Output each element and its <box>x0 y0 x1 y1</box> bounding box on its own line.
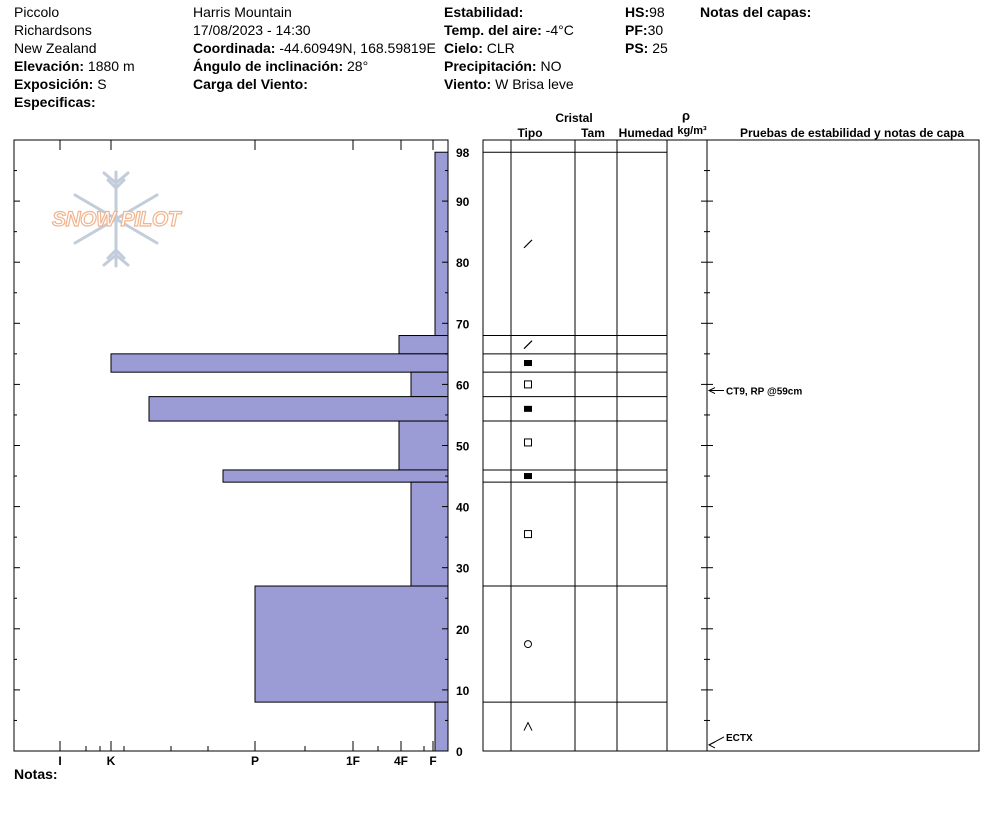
height-label-98: 98 <box>456 146 470 161</box>
crystal-table-frame <box>483 140 979 751</box>
hardness-bar-4 <box>149 397 448 421</box>
crystal-surface-hoar-solid-4 <box>524 406 532 412</box>
col-tests-header: Pruebas de estabilidad y notas de capa <box>739 126 965 140</box>
stability-tests <box>709 387 802 748</box>
height-label-60: 60 <box>456 378 470 393</box>
test-label-1: ECTX <box>726 732 753 744</box>
elevation-field: Elevación: 1880 m <box>14 58 135 74</box>
col-crystal-header: Cristal <box>555 111 593 125</box>
hardness-bar-0 <box>435 152 448 335</box>
col-humidity-header: Humedad <box>618 126 674 140</box>
col-size-header: Tam <box>581 126 605 140</box>
hardness-bar-6 <box>223 470 448 482</box>
height-label-10: 10 <box>456 683 470 698</box>
height-label-30: 30 <box>456 561 470 576</box>
test-label-0: CT9, RP @59cm <box>726 386 803 398</box>
hardness-bar-9 <box>435 702 448 751</box>
crystal-rounded-circle-8 <box>525 641 532 648</box>
crystal-faceted-square-5 <box>525 439 532 446</box>
ps-field: PS: 25 <box>625 40 668 56</box>
crystal-table <box>483 108 979 751</box>
snowpilot-logo <box>52 172 183 266</box>
height-label-90: 90 <box>456 195 470 210</box>
crystal-surface-hoar-solid-2 <box>524 360 532 366</box>
col-rho-header: ρ <box>681 108 691 123</box>
layer-notes-label: Notas del capas: <box>700 4 812 20</box>
crystal-precipitation-particles-0 <box>524 240 532 248</box>
coordinate-field: Coordinada: -44.60949N, 168.59819E <box>193 40 436 56</box>
slope-angle-field: Ángulo de inclinación: 28° <box>193 58 369 74</box>
wind-field: Viento: W Brisa leve <box>444 76 574 92</box>
logo-text: SNOW PILOT <box>52 208 180 231</box>
hardness-bar-2 <box>111 354 448 372</box>
notes-label: Notas: <box>14 766 58 782</box>
hardness-x-labels <box>58 754 436 768</box>
air-temp-field: Temp. del aire: -4°C <box>444 22 574 38</box>
hardness-profile-panel <box>14 140 448 768</box>
crystal-symbols <box>524 240 532 731</box>
col-type-header: Tipo <box>517 126 543 140</box>
observation-datetime: 17/08/2023 - 14:30 <box>193 22 311 38</box>
crystal-faceted-square-7 <box>525 531 532 538</box>
height-label-0: 0 <box>456 745 463 759</box>
height-label-40: 40 <box>456 500 470 515</box>
crystal-surface-hoar-solid-6 <box>524 473 532 479</box>
exposure-field: Exposición: S <box>14 76 107 92</box>
precip-field: Precipitación: NO <box>444 58 562 74</box>
hardness-bar-7 <box>411 482 448 586</box>
crystal-precipitation-particles-1 <box>524 341 532 349</box>
col-density-unit: kg/m³ <box>677 125 707 137</box>
hardness-bars <box>111 152 448 751</box>
wind-load-field: Carga del Viento: <box>193 76 308 92</box>
hardness-label-P: P <box>250 754 260 768</box>
range-name: Richardsons <box>14 22 92 38</box>
hardness-label-4F: 4F <box>393 754 409 768</box>
hardness-bar-1 <box>399 336 448 354</box>
hardness-label-1F: 1F <box>345 754 361 768</box>
hs-field: HS:98 <box>625 4 665 20</box>
hardness-bar-8 <box>255 586 448 702</box>
hardness-label-I: I <box>58 754 62 768</box>
crystal-faceted-square-3 <box>525 381 532 388</box>
location-name: Harris Mountain <box>193 4 292 20</box>
sky-field: Cielo: CLR <box>444 40 515 56</box>
hardness-bar-5 <box>399 421 448 470</box>
height-label-20: 20 <box>456 622 470 637</box>
site-name: Piccolo <box>14 4 60 20</box>
stability-field: Estabilidad: <box>444 4 524 20</box>
hardness-label-F: F <box>429 754 437 768</box>
height-label-70: 70 <box>456 317 470 332</box>
height-label-80: 80 <box>456 256 470 271</box>
country-name: New Zealand <box>14 40 97 56</box>
tests-column-ticks <box>701 140 713 751</box>
height-label-50: 50 <box>456 439 470 454</box>
hardness-label-K: K <box>106 754 116 768</box>
crystal-depth-hoar-caret-9 <box>524 723 532 731</box>
pf-field: PF:30 <box>625 22 664 38</box>
height-axis <box>456 146 470 759</box>
specifics-field: Especificas: <box>14 94 96 110</box>
